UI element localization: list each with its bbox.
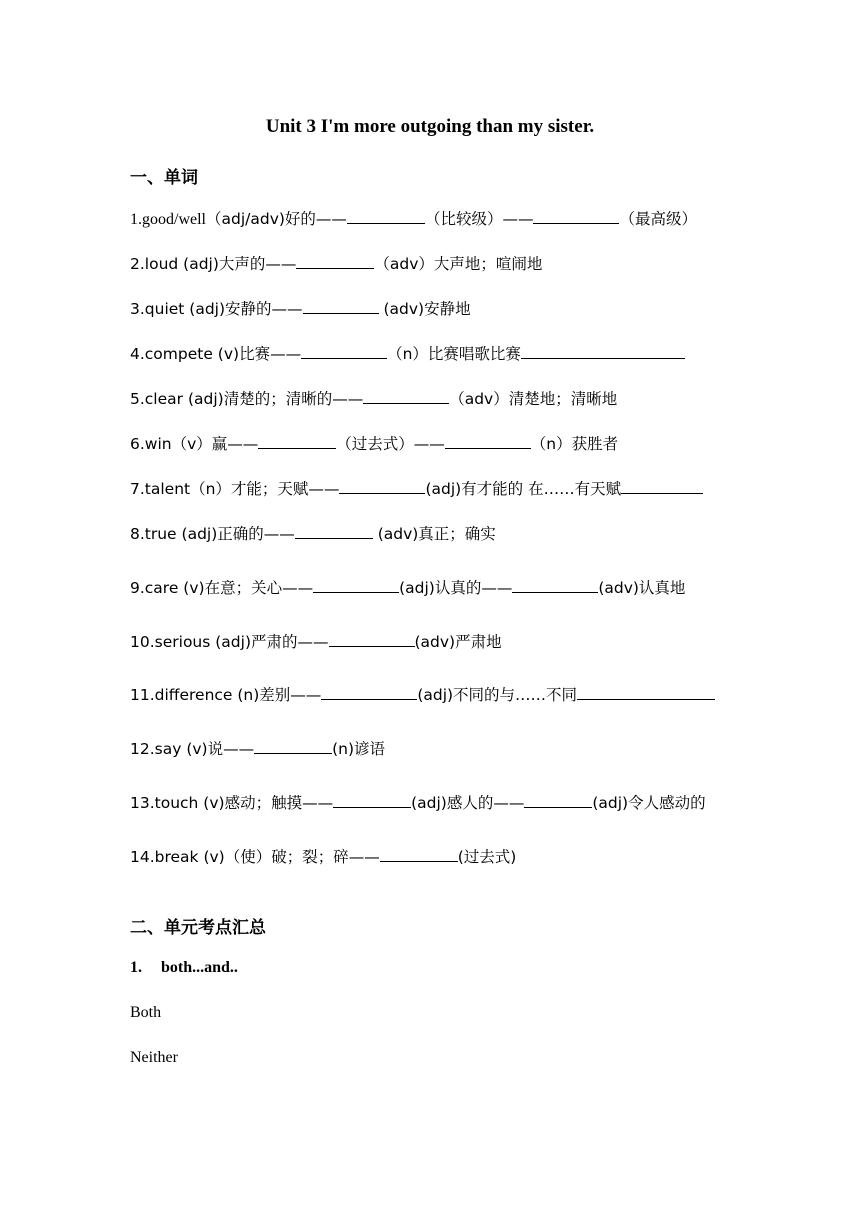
answer-blank[interactable] xyxy=(333,792,411,808)
vocab-item-1: 1.good/well（adj/adv)好的—— （比较级）—— （最高级） xyxy=(130,210,697,228)
answer-blank[interactable] xyxy=(254,738,332,754)
vocab-item-5: 5.clear (adj)清楚的；清晰的—— （adv）清楚地；清晰地 xyxy=(130,390,618,408)
answer-blank[interactable] xyxy=(303,298,379,314)
answer-blank[interactable] xyxy=(301,343,387,359)
answer-blank[interactable] xyxy=(533,208,619,224)
vocab-item-7: 7.talent（n）才能；天赋—— (adj)有才能的 在……有天赋 xyxy=(130,478,703,500)
vocab-item-13: 13.touch (v)感动；触摸—— (adj)感人的—— (adj)令人感动的 xyxy=(130,794,706,812)
answer-blank[interactable] xyxy=(521,343,685,359)
answer-blank[interactable] xyxy=(347,208,425,224)
answer-blank[interactable] xyxy=(445,433,531,449)
vocab-item-9: 9.care (v)在意；关心—— (adj)认真的—— (adv)认真地 xyxy=(130,579,686,597)
example-both: Both xyxy=(130,1004,162,1021)
answer-blank[interactable] xyxy=(296,253,374,269)
document-title: Unit 3 I'm more outgoing than my sister. xyxy=(265,116,595,137)
answer-blank[interactable] xyxy=(363,388,449,404)
answer-blank[interactable] xyxy=(524,792,592,808)
vocab-item-10: 10.serious (adj)严肃的—— (adv)严肃地 xyxy=(130,633,502,651)
vocab-item-3: 3.quiet (adj)安静的—— (adv)安静地 xyxy=(130,300,471,318)
section-heading-unit-points: 二、单元考点汇总 xyxy=(130,918,266,938)
vocab-item-12: 12.say (v)说—— (n)谚语 xyxy=(130,740,386,758)
vocab-item-14: 14.break (v)（使）破；裂；碎—— (过去式) xyxy=(130,848,517,866)
answer-blank[interactable] xyxy=(321,684,417,700)
answer-blank[interactable] xyxy=(339,478,425,494)
vocab-item-11: 11.difference (n)差别—— (adj)不同的与……不同 xyxy=(130,684,715,706)
vocab-item-4: 4.compete (v)比赛—— （n）比赛唱歌比赛 xyxy=(130,343,685,365)
example-neither: Neither xyxy=(130,1049,178,1066)
answer-blank[interactable] xyxy=(295,523,373,539)
answer-blank[interactable] xyxy=(258,433,336,449)
answer-blank[interactable] xyxy=(329,631,415,647)
section-heading-vocabulary: 一、单词 xyxy=(130,168,198,188)
point-heading-both-and: 1. both...and.. xyxy=(130,959,238,976)
vocab-item-6: 6.win（v）赢—— （过去式）—— （n）获胜者 xyxy=(130,435,619,453)
vocab-item-8: 8.true (adj)正确的—— (adv)真正；确实 xyxy=(130,525,496,543)
vocab-item-2: 2.loud (adj)大声的—— （adv）大声地；喧闹地 xyxy=(130,255,543,273)
answer-blank[interactable] xyxy=(577,684,715,700)
answer-blank[interactable] xyxy=(621,478,703,494)
answer-blank[interactable] xyxy=(380,846,458,862)
answer-blank[interactable] xyxy=(512,577,598,593)
answer-blank[interactable] xyxy=(313,577,399,593)
